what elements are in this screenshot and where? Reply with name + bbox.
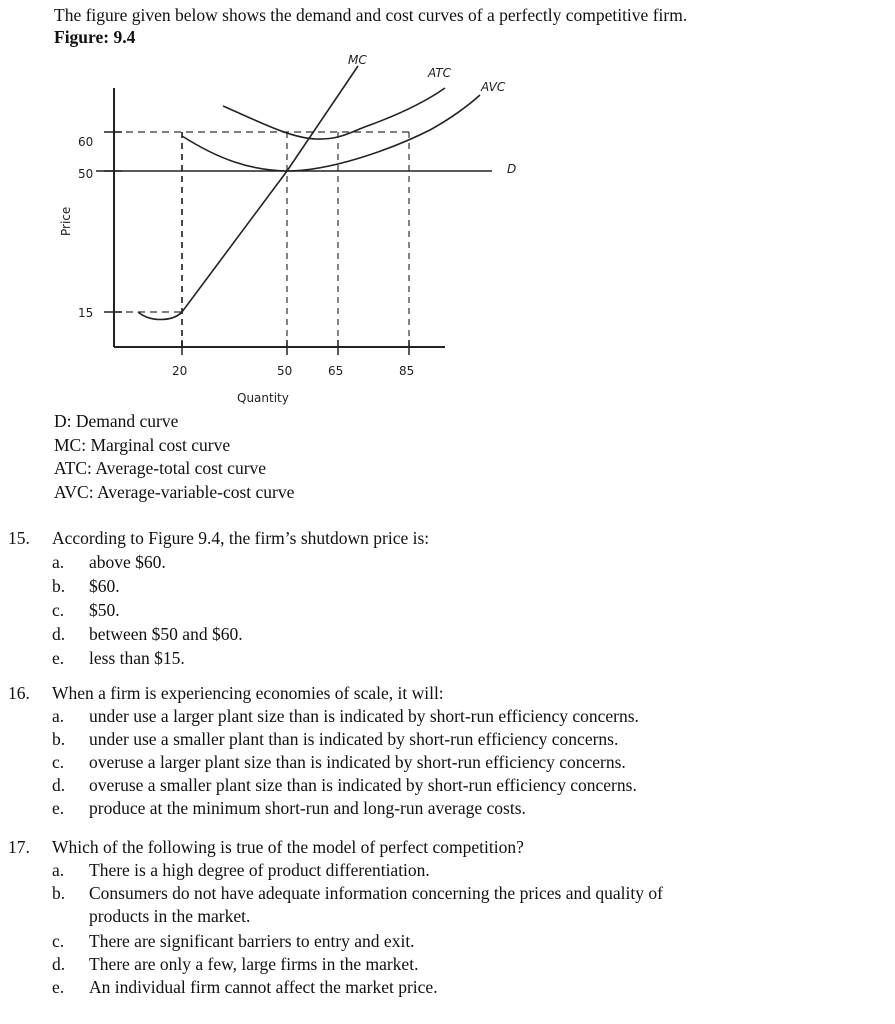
- option-text: between $50 and $60.: [89, 624, 243, 644]
- legend-item-mc: MC: Marginal cost curve: [54, 434, 231, 455]
- intro-text: The figure given below shows the demand and cost curves of a perfectly competitive firm.: [54, 5, 688, 25]
- y-axis-title: Price: [59, 206, 73, 236]
- y-tick-label-50: 50: [78, 167, 94, 181]
- y-tick-label-15: 15: [78, 306, 94, 320]
- option-text: An individual firm cannot affect the market price.: [89, 977, 438, 997]
- y-tick-label-60: 60: [78, 135, 94, 149]
- option-letter: a.: [52, 706, 65, 726]
- option-letter: c.: [52, 752, 65, 772]
- option-letter: a.: [52, 860, 65, 880]
- option-letter: e.: [52, 798, 65, 818]
- option-letter: d.: [52, 954, 66, 974]
- option-letter: d.: [52, 624, 66, 644]
- atc-label: ATC: [428, 66, 452, 80]
- question-stem: When a firm is experiencing economies of scale, it will:: [52, 683, 444, 703]
- chart-legend: [54, 410, 294, 504]
- option-letter: e.: [52, 977, 65, 997]
- option-letter: c.: [52, 931, 65, 951]
- question-stem: According to Figure 9.4, the firm’s shutdown price is:: [52, 528, 430, 548]
- legend-item-avc: AVC: Average-variable-cost curve: [54, 481, 295, 502]
- option-text: under use a smaller plant than is indicated by short-run efficiency concerns.: [89, 729, 619, 749]
- option-text: There is a high degree of product differentiation.: [89, 860, 430, 880]
- mc-label: MC: [348, 53, 367, 67]
- mc-curve: [138, 66, 358, 320]
- option-text: overuse a smaller plant size than is indicated by short-run efficiency concerns.: [89, 775, 637, 795]
- option-text: $50.: [89, 600, 120, 620]
- d-label: D: [507, 162, 517, 176]
- option-text: less than $15.: [89, 648, 185, 668]
- option-text: There are significant barriers to entry and exit.: [89, 931, 415, 951]
- option-text: above $60.: [89, 552, 166, 572]
- option-letter: d.: [52, 775, 66, 795]
- option-letter: b.: [52, 883, 66, 903]
- option-text: under use a larger plant size than is indicated by short-run efficiency concerns.: [89, 706, 639, 726]
- x-tick-label-65: 65: [328, 364, 344, 378]
- option-text: Consumers do not have adequate information concerning the prices and quality of: [89, 883, 663, 903]
- cost-curves-chart: [0, 46, 560, 406]
- option-text-continued: products in the market.: [89, 906, 251, 926]
- x-tick-label-20: 20: [172, 364, 188, 378]
- x-tick-label-85: 85: [399, 364, 415, 378]
- option-letter: b.: [52, 729, 66, 749]
- option-letter: b.: [52, 576, 66, 596]
- legend-item-atc: ATC: Average-total cost curve: [54, 458, 267, 478]
- question-number: 16.: [8, 683, 30, 703]
- question-stem: Which of the following is true of the model of perfect competition?: [52, 837, 524, 857]
- intro-block: [54, 4, 687, 48]
- avc-label: AVC: [481, 80, 506, 94]
- option-text: $60.: [89, 576, 120, 596]
- option-letter: c.: [52, 600, 65, 620]
- option-text: There are only a few, large firms in the market.: [89, 954, 419, 974]
- option-text: overuse a larger plant size than is indicated by short-run efficiency concerns.: [89, 752, 626, 772]
- question-number: 15.: [8, 528, 30, 548]
- question-number: 17.: [8, 837, 30, 857]
- x-tick-label-50: 50: [277, 364, 293, 378]
- x-axis-title: Quantity: [237, 391, 289, 405]
- option-letter: e.: [52, 648, 65, 668]
- legend-item-d: D: Demand curve: [54, 411, 179, 431]
- figure-label: Figure: 9.4: [54, 27, 136, 47]
- option-letter: a.: [52, 552, 65, 572]
- option-text: produce at the minimum short-run and long-run average costs.: [89, 798, 526, 818]
